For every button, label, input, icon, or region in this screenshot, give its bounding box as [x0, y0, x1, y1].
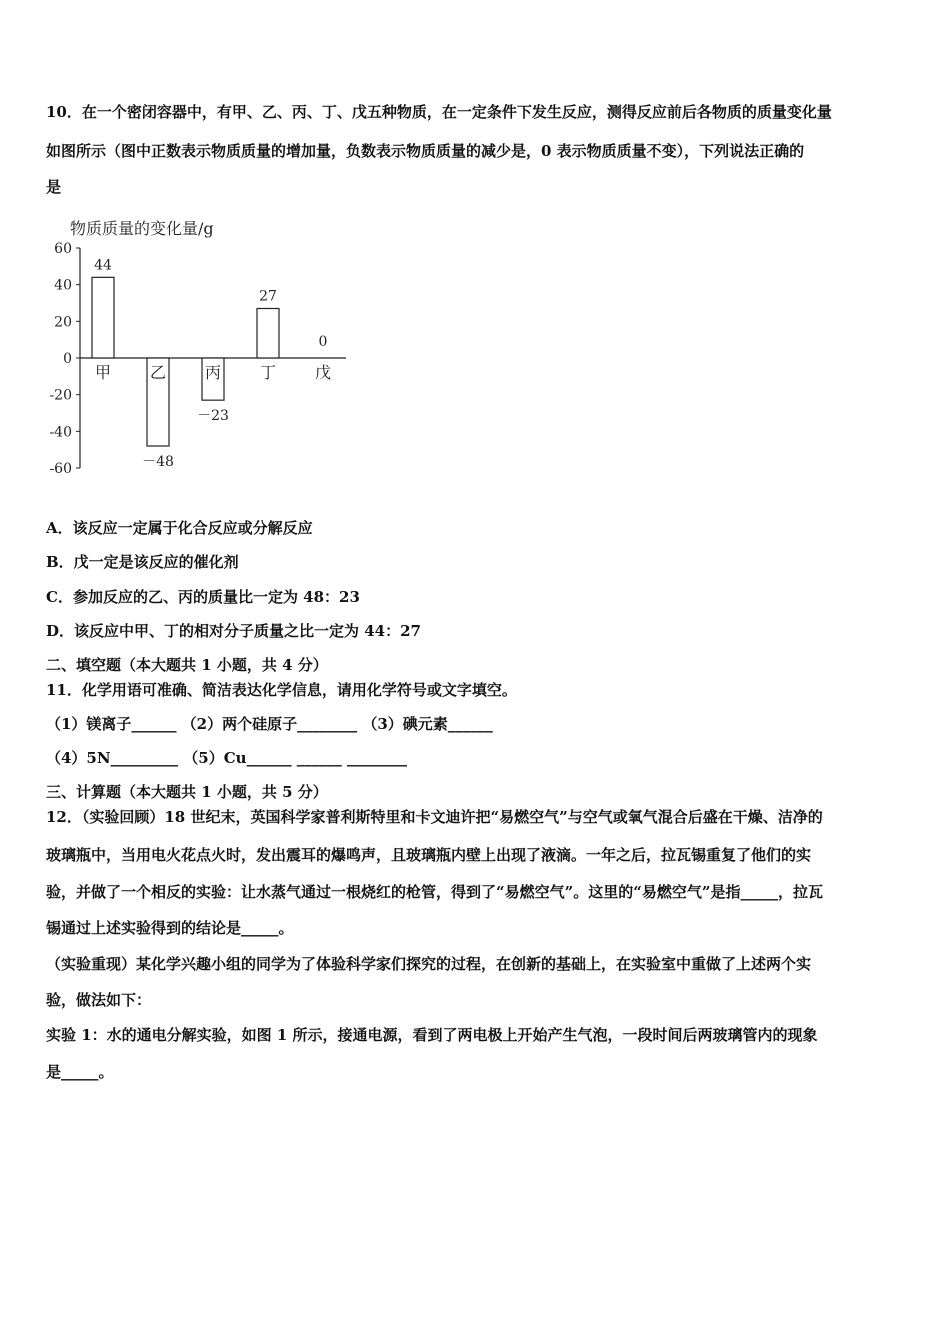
- y-tick-label: 0: [63, 351, 72, 367]
- q12-line-2: 玻璃瓶中，当用电火花点火时，发出震耳的爆鸣声，且玻璃瓶内壁上出现了液滴。一年之后，拉瓦锡重复了他们的实: [46, 846, 812, 864]
- q12-line-3: 验，并做了一个相反的实验：让水蒸气通过一根烧红的枪管，得到了“易燃空气”。这里的“易燃空气”是指_____，拉瓦: [46, 883, 824, 901]
- q12-line-4: 锡通过上述实验得到的结论是_____。: [46, 919, 294, 937]
- y-tick-label: 60: [54, 241, 72, 257]
- option-b: B．戊一定是该反应的催化剂: [46, 553, 239, 571]
- y-tick-label: -60: [49, 461, 72, 477]
- category-label: 甲: [94, 363, 112, 382]
- bar-value-label: 27: [259, 288, 277, 305]
- bar-value-label: －48: [142, 454, 174, 470]
- chart-title: 物质质量的变化量/g: [70, 219, 214, 238]
- bar-3: [257, 309, 279, 359]
- bar-value-label: 44: [94, 257, 112, 274]
- y-tick-label: -40: [49, 424, 72, 441]
- q12-line-1: 12．（实验回顾）18 世纪末，英国科学家普利斯特里和卡文迪许把“易燃空气”与空气或氧气混合后盛在干燥、洁净的: [46, 808, 823, 826]
- q12-line-5: （实验重现）某化学兴趣小组的同学为了体验科学家们探究的过程，在创新的基础上，在实验室中重做了上述两个实: [46, 955, 812, 973]
- category-label: 丁: [259, 363, 277, 382]
- bar-value-label: －23: [197, 408, 229, 425]
- category-label: 戊: [314, 363, 332, 382]
- y-tick-label: 20: [54, 314, 72, 331]
- q10-line-2: 如图所示（图中正数表示物质质量的增加量，负数表示物质质量的减少是，0 表示物质质量不变），下列说法正确的: [46, 142, 805, 160]
- q11-line-3: （4）5N_________ （5）Cu______ ______ ________: [46, 749, 408, 767]
- q12-line-8: 是_____。: [46, 1063, 114, 1081]
- q11-line-2: （1）镁离子______ （2）两个硅原子________ （3）碘元素______: [46, 715, 493, 733]
- q10-line-1: 10．在一个密闭容器中，有甲、乙、丙、丁、戊五种物质，在一定条件下发生反应，测得反应前后各物质的质量变化量: [46, 103, 832, 121]
- q10-line-3: 是: [46, 178, 62, 196]
- section-2-heading: 二、填空题（本大题共 1 小题，共 4 分）: [46, 656, 328, 674]
- bars: [92, 257, 331, 470]
- option-d: D．该反应中甲、丁的相对分子质量之比一定为 44：27: [46, 622, 421, 640]
- option-c: C．参加反应的乙、丙的质量比一定为 48：23: [46, 588, 360, 606]
- bar-0: [92, 277, 114, 358]
- y-ticks: [49, 241, 80, 477]
- bar-value-label: 0: [318, 334, 328, 350]
- q12-line-6: 验，做法如下：: [46, 991, 152, 1009]
- section-3-heading: 三、计算题（本大题共 1 小题，共 5 分）: [46, 783, 328, 801]
- y-tick-label: 40: [54, 277, 72, 294]
- category-label: 乙: [149, 363, 167, 382]
- category-label: 丙: [204, 363, 222, 382]
- y-tick-label: -20: [49, 387, 72, 404]
- option-a: A．该反应一定属于化合反应或分解反应: [46, 519, 313, 537]
- q12-line-7: 实验 1：水的通电分解实验，如图 1 所示，接通电源，看到了两电极上开始产生气泡，一段时间后两玻璃管内的现象: [46, 1026, 818, 1044]
- q11-line-1: 11．化学用语可准确、简洁表达化学信息，请用化学符号或文字填空。: [46, 681, 517, 699]
- mass-change-chart: [40, 212, 360, 477]
